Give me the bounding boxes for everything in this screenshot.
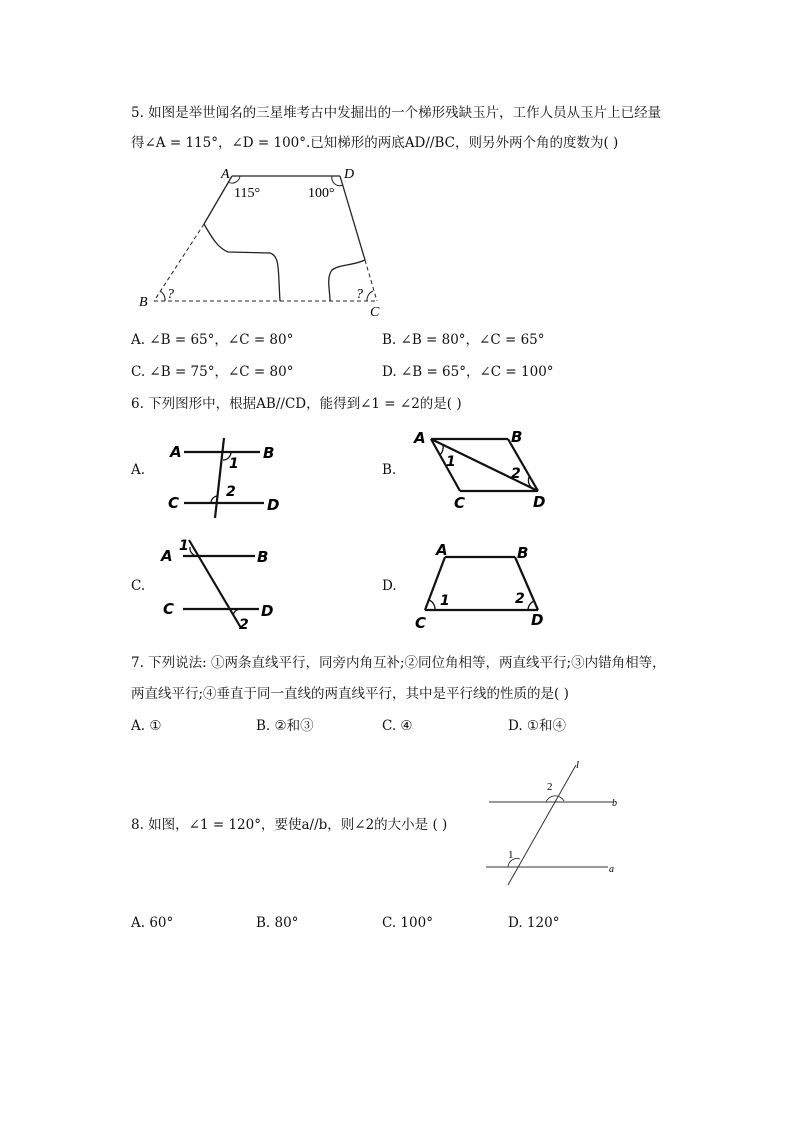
q8-option-c: C. 100° [382,915,433,931]
q6b-label-d: D [533,493,546,511]
q7-option-c: C. ④ [382,718,413,734]
q6-option-label-d: D. [382,578,397,594]
q6a-label-c: C [168,494,180,512]
q8-angle-2: 2 [547,781,553,793]
q5-option-a: A. ∠B = 65°，∠C = 80° [131,332,294,348]
q5-label-d: D [344,167,355,182]
q6b-label-c: C [454,494,466,512]
q6-figure-d [405,535,555,635]
q5-stem-line2: 得∠A = 115°，∠D = 100°.已知梯形的两底AD//BC，则另外两个角的度数为( ) [131,135,619,151]
q6c-label-b: B [257,548,269,566]
q6a-label-b: B [263,444,275,462]
q8-parallel-lines-figure [480,755,630,890]
q8-label-b: b [612,798,617,809]
q6b-angle-2: 2 [511,466,521,482]
q7-option-b: B. ②和③ [256,718,314,734]
q6b-label-a: A [414,429,426,447]
q6b-angle-1: 1 [446,454,456,470]
q8-stem: 8. 如图，∠1 = 120°，要使a//b，则∠2的大小是 ( ) [131,817,448,833]
q6-option-label-a: A. [131,462,146,478]
q8-option-a: A. 60° [131,915,174,931]
q6-option-label-b: B. [382,462,397,478]
q6b-label-b: B [511,428,523,446]
q7-option-a: A. ① [131,718,162,734]
q7-stem-line2: 两直线平行;④垂直于同一直线的两直线平行，其中是平行线的性质的是( ) [131,686,569,702]
q6a-label-a: A [170,443,182,461]
q6c-label-a: A [161,547,173,565]
q5-label-b: B [139,295,148,310]
q6c-angle-1: 1 [179,538,189,554]
q6-figure-b [405,425,565,515]
q6d-label-c: C [415,614,427,632]
q5-trapezoid-figure [130,160,390,320]
q6c-label-d: D [261,602,274,620]
q8-angle-1: 1 [508,849,514,861]
q5-option-b: B. ∠B = 80°，∠C = 65° [382,332,545,348]
q8-label-a: a [609,864,614,875]
q5-label-c: C [370,305,380,320]
q6c-label-c: C [163,600,175,618]
q6a-label-d: D [267,496,280,514]
q6-figure-a [160,430,290,520]
q5-option-d: D. ∠B = 65°，∠C = 100° [382,364,554,380]
q8-label-l: l [576,759,580,771]
q6-figure-c [155,535,285,635]
q5-angle-a: 115° [234,186,261,201]
q5-question-c: ? [356,287,363,302]
q6d-label-d: D [531,611,544,629]
q5-question-b: ? [167,287,174,302]
q6a-angle-1: 1 [229,456,239,472]
q6c-angle-2: 2 [239,617,249,633]
q6-stem: 6. 下列图形中，根据AB//CD，能得到∠1 = ∠2的是( ) [131,396,462,412]
q6d-label-a: A [436,541,448,559]
q7-stem-line1: 7. 下列说法: ①两条直线平行，同旁内角互补;②同位角相等，两直线平行;③内错角相等， [131,655,666,671]
q6-option-label-c: C. [131,578,146,594]
q6d-angle-1: 1 [440,593,450,609]
q6d-label-b: B [517,544,529,562]
q6d-angle-2: 2 [515,591,525,607]
q5-option-c: C. ∠B = 75°，∠C = 80° [131,364,294,380]
q8-option-d: D. 120° [508,915,560,931]
q5-stem-line1: 5. 如图是举世闻名的三星堆考古中发掘出的一个梯形残缺玉片，工作人员从玉片上已经量 [131,105,662,121]
q5-label-a: A [221,167,230,182]
q8-option-b: B. 80° [256,915,299,931]
q7-option-d: D. ①和④ [508,718,567,734]
q6a-angle-2: 2 [226,484,236,500]
q5-angle-d: 100° [308,186,335,201]
